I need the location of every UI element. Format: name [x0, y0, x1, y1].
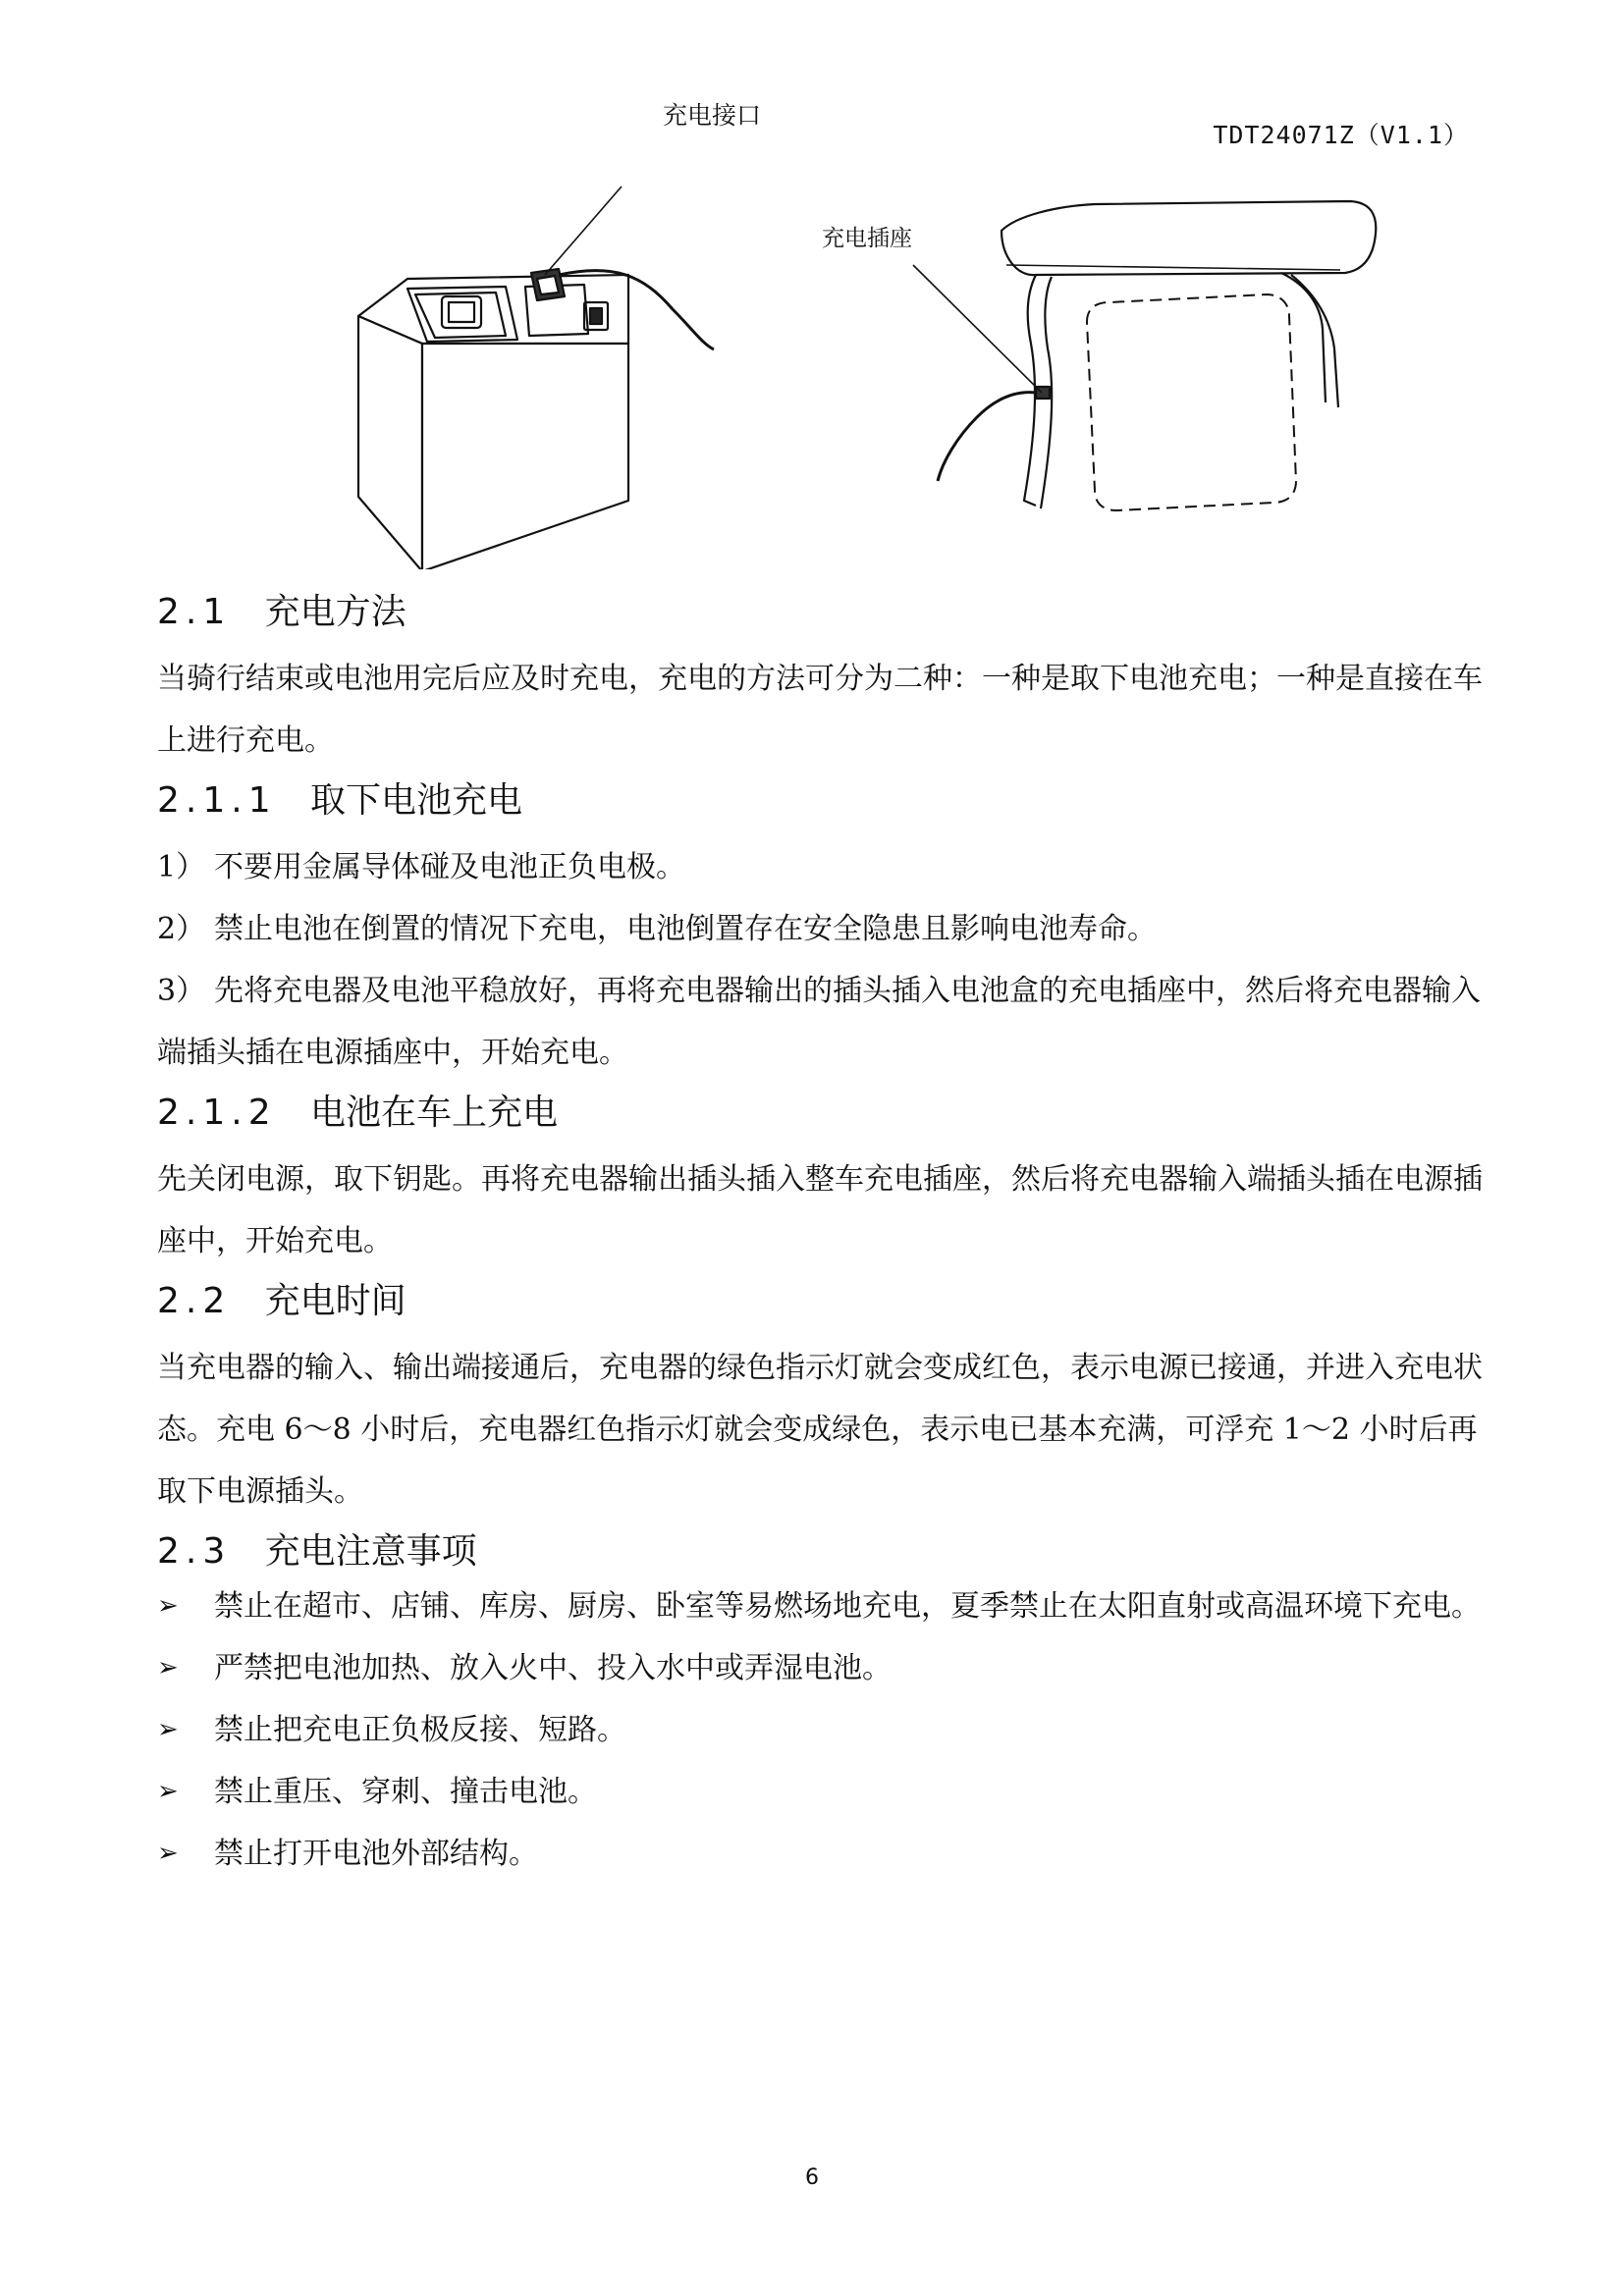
section-number: 2.1	[157, 592, 232, 632]
section-title: 取下电池充电	[309, 780, 522, 821]
bullet-item	[157, 1823, 1483, 1885]
list-item-number: 3）	[157, 974, 206, 1008]
section-number: 2.1.2	[157, 1093, 277, 1133]
list-item-text: 不要用金属导体碰及电池正负电极。	[214, 850, 685, 884]
section-title: 充电方法	[264, 592, 406, 632]
arrow-bullet-icon: ➢	[157, 1839, 179, 1868]
list-item	[157, 836, 1483, 898]
section-2-1-1-heading	[157, 777, 1483, 825]
section-2-3-bullets	[157, 1575, 1483, 1885]
bullet-item	[157, 1575, 1483, 1637]
bullet-item	[157, 1699, 1483, 1761]
section-number: 2.3	[157, 1531, 232, 1572]
charging-port-label: 充电接口	[663, 101, 762, 130]
arrow-bullet-icon: ➢	[157, 1777, 179, 1806]
bullet-text: 禁止把充电正负极反接、短路。	[214, 1713, 626, 1747]
bullet-text: 禁止打开电池外部结构。	[214, 1837, 538, 1871]
section-2-1-heading	[157, 589, 1483, 636]
document-body	[157, 589, 1483, 1885]
bullet-text: 禁止重压、穿刺、撞击电池。	[214, 1775, 597, 1809]
list-item	[157, 898, 1483, 960]
bullet-item	[157, 1637, 1483, 1699]
section-title: 充电注意事项	[264, 1531, 477, 1572]
charging-illustration	[349, 147, 1380, 569]
battery-drawing	[358, 187, 714, 569]
list-item-number: 2）	[157, 912, 206, 946]
section-title: 电池在车上充电	[309, 1093, 558, 1133]
section-2-1-2-heading	[157, 1090, 1483, 1137]
section-number: 2.2	[157, 1281, 232, 1321]
arrow-bullet-icon: ➢	[157, 1715, 179, 1744]
section-2-1-2-paragraph: 先关闭电源，取下钥匙。再将充电器输出插头插入整车充电插座，然后将充电器输入端插头插在电源插座中，开始充电。	[157, 1162, 1483, 1258]
arrow-bullet-icon: ➢	[157, 1653, 179, 1682]
document-code: TDT24071Z（V1.1）	[1213, 121, 1469, 149]
list-item-text: 先将充电器及电池平稳放好，再将充电器输出的插头插入电池盒的充电插座中，然后将充电器输入端插头插在电源插座中，开始充电。	[157, 974, 1481, 1070]
bullet-text: 禁止在超市、店铺、库房、厨房、卧室等易燃场地充电，夏季禁止在太阳直射或高温环境下充电。	[214, 1589, 1481, 1624]
bullet-item	[157, 1761, 1483, 1823]
bullet-text: 严禁把电池加热、放入火中、投入水中或弄湿电池。	[214, 1651, 892, 1685]
list-item-number: 1）	[157, 850, 206, 884]
page-number: 6	[805, 2165, 819, 2190]
section-2-1-1-list	[157, 836, 1483, 1084]
list-item-text: 禁止电池在倒置的情况下充电，电池倒置存在安全隐患且影响电池寿命。	[214, 912, 1157, 946]
arrow-bullet-icon: ➢	[157, 1591, 179, 1621]
section-number: 2.1.1	[157, 780, 277, 821]
section-2-3-heading	[157, 1528, 1483, 1575]
seat-drawing	[913, 201, 1376, 510]
section-2-1-paragraph: 当骑行结束或电池用完后应及时充电，充电的方法可分为二种：一种是取下电池充电；一种是直接在车上进行充电。	[157, 662, 1483, 758]
section-2-2-paragraph: 当充电器的输入、输出端接通后，充电器的绿色指示灯就会变成红色，表示电源已接通，并进入充电状态。充电 6～8 小时后，充电器红色指示灯就会变成绿色，表示电已基本充满，可浮充 1～2 小时后再取下电源插头。	[157, 1351, 1483, 1509]
list-item	[157, 960, 1483, 1084]
charging-socket-label: 充电插座	[822, 226, 912, 251]
section-2-2-heading	[157, 1278, 1483, 1325]
section-title: 充电时间	[264, 1281, 406, 1321]
